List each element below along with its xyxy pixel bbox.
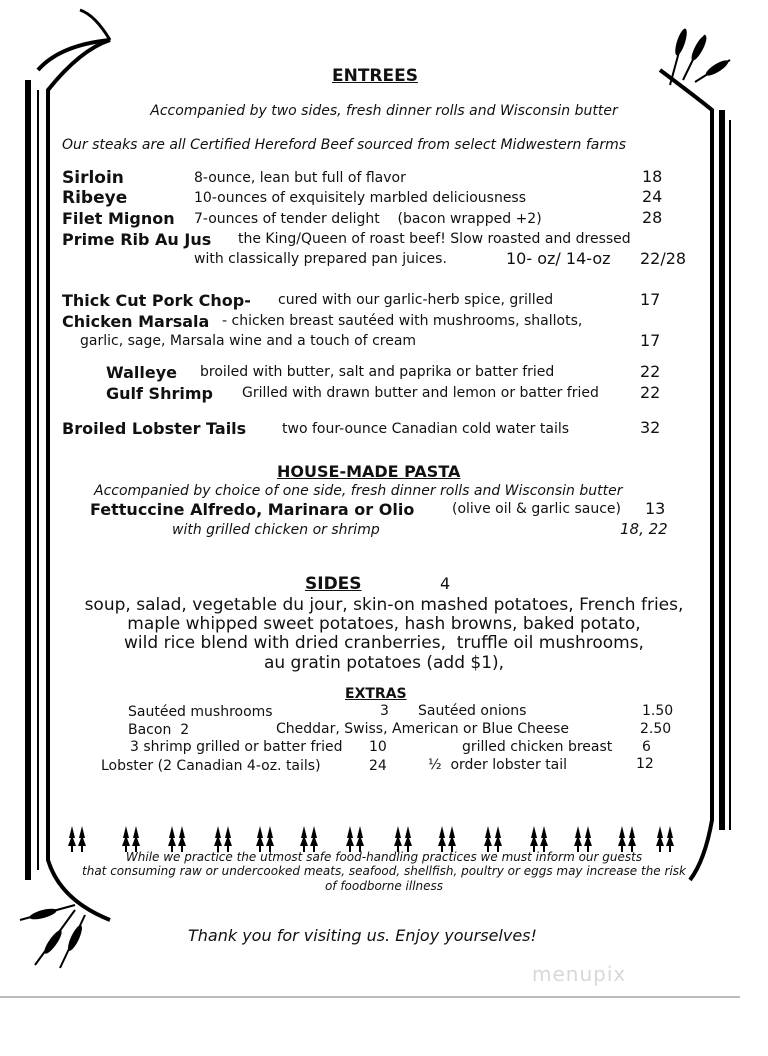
entree-name: Thick Cut Pork Chop- (62, 291, 251, 310)
entree-desc: 10-ounces of exquisitely marbled deliciousness (194, 190, 527, 206)
thank-you-message: Thank you for visiting us. Enjoy yourselves! (188, 926, 537, 945)
entree-price: 32 (640, 418, 661, 437)
extra-price: 6 (642, 739, 651, 755)
extra-item: Cheddar, Swiss, American or Blue Cheese (276, 721, 570, 737)
watermark: menupix (532, 962, 627, 986)
extra-item: Sautéed onions (418, 703, 527, 719)
entree-desc-2: with classically prepared pan juices. (194, 251, 447, 267)
entree-desc: 8-ounce, lean but full of flavor (194, 170, 406, 186)
disclaimer-line: that consuming raw or undercooked meats, seafood, shellfish, poultry or eggs may increase the risk (82, 864, 686, 878)
entrees-title: ENTREES (332, 66, 418, 86)
entrees-subtitle: Accompanied by two sides, fresh dinner rolls and Wisconsin butter (150, 103, 618, 119)
entree-price: 24 (642, 187, 663, 206)
tree-icon (356, 826, 364, 852)
pasta-addon: with grilled chicken or shrimp (172, 522, 380, 538)
sides-price: 4 (440, 574, 451, 593)
tree-icon (178, 826, 186, 852)
tree-icon (266, 826, 274, 852)
tree-icon (168, 826, 176, 852)
extra-price: 3 (380, 703, 389, 719)
extra-item: grilled chicken breast (462, 739, 613, 755)
entree-name: Walleye (106, 363, 177, 382)
extras-title: EXTRAS (345, 686, 407, 702)
entree-price: 22 (640, 383, 661, 402)
tree-icon (132, 826, 140, 852)
entree-price: 22 (640, 362, 661, 381)
entree-desc-2: garlic, sage, Marsala wine and a touch of cream (80, 333, 417, 349)
entree-desc: Grilled with drawn butter and lemon or batter fried (242, 385, 599, 401)
tree-icon (484, 826, 492, 852)
pasta-name: Fettuccine Alfredo, Marinara or Olio (90, 500, 415, 519)
cattail-icon (655, 20, 735, 90)
extra-price: 10 (369, 739, 387, 755)
tree-icon (300, 826, 308, 852)
entree-name: Sirloin (62, 168, 124, 188)
tree-icon (346, 826, 354, 852)
entree-price: 22/28 (640, 249, 687, 268)
entree-desc: cured with our garlic-herb spice, grilled (278, 292, 554, 308)
entree-name: Broiled Lobster Tails (62, 419, 247, 438)
tree-icon (574, 826, 582, 852)
sides-line: wild rice blend with dried cranberries, truffle oil mushrooms, (124, 633, 644, 653)
tree-icon (224, 826, 232, 852)
pasta-subtitle: Accompanied by choice of one side, fresh dinner rolls and Wisconsin butter (94, 483, 623, 499)
tree-icon (122, 826, 130, 852)
extra-item: Sautéed mushrooms (128, 704, 273, 720)
sides-line: maple whipped sweet potatoes, hash browns, baked potato, (127, 614, 641, 634)
tree-icon (656, 826, 664, 852)
entree-name: Prime Rib Au Jus (62, 230, 212, 249)
entree-name: Gulf Shrimp (106, 384, 213, 403)
entree-price: 18 (642, 167, 663, 186)
entree-desc: the King/Queen of roast beef! Slow roasted and dressed (238, 231, 631, 247)
extra-item: Lobster (2 Canadian 4-oz. tails) (101, 758, 321, 774)
extra-price: 2.50 (640, 721, 672, 737)
pasta-note: (olive oil & garlic sauce) (452, 501, 621, 517)
tree-icon (666, 826, 674, 852)
tree-icon (214, 826, 222, 852)
entree-name: Chicken Marsala (62, 312, 210, 331)
sides-line: au gratin potatoes (add $1), (263, 653, 505, 673)
tree-icon (68, 826, 76, 852)
tree-icon (540, 826, 548, 852)
entree-desc: broiled with butter, salt and paprika or batter fried (200, 364, 555, 380)
extra-item: ½ order lobster tail (428, 757, 568, 773)
entree-sizes: 10- oz/ 14-oz (506, 249, 611, 268)
steaks-note: Our steaks are all Certified Hereford Beef sourced from select Midwestern farms (62, 137, 627, 153)
tree-icon (256, 826, 264, 852)
entree-price: 28 (642, 208, 663, 227)
tree-icon (78, 826, 86, 852)
entree-desc: two four-ounce Canadian cold water tails (282, 421, 570, 437)
entree-name: Ribeye (62, 188, 128, 208)
extra-item: Bacon 2 (128, 722, 190, 738)
pasta-price: 13 (645, 499, 666, 518)
cattail-icon (15, 900, 95, 970)
tree-icon (494, 826, 502, 852)
disclaimer-line: While we practice the utmost safe food-handling practices we must inform our guests (125, 850, 643, 864)
entree-desc: 7-ounces of tender delight (bacon wrapped +2) (194, 211, 542, 227)
tree-icon (438, 826, 446, 852)
extra-price: 1.50 (642, 703, 674, 719)
sides-title: SIDES (305, 574, 362, 594)
sides-line: soup, salad, vegetable du jour, skin-on mashed potatoes, French fries, (84, 595, 684, 615)
tree-icon (618, 826, 626, 852)
extra-price: 24 (369, 758, 387, 774)
disclaimer-line: of foodborne illness (324, 879, 444, 893)
entree-price: 17 (640, 331, 661, 350)
tree-icon (394, 826, 402, 852)
tree-icon (310, 826, 318, 852)
tree-icon (530, 826, 538, 852)
tree-icon (404, 826, 412, 852)
pasta-title: HOUSE-MADE PASTA (277, 462, 461, 481)
entree-price: 17 (640, 290, 661, 309)
extra-price: 12 (636, 756, 654, 772)
tree-icon (448, 826, 456, 852)
pasta-addon-price: 18, 22 (620, 520, 668, 538)
extra-item: 3 shrimp grilled or batter fried (130, 739, 343, 755)
entree-desc: - chicken breast sautéed with mushrooms, shallots, (222, 313, 583, 329)
entree-name: Filet Mignon (62, 209, 175, 228)
tree-icon (584, 826, 592, 852)
tree-icon (628, 826, 636, 852)
